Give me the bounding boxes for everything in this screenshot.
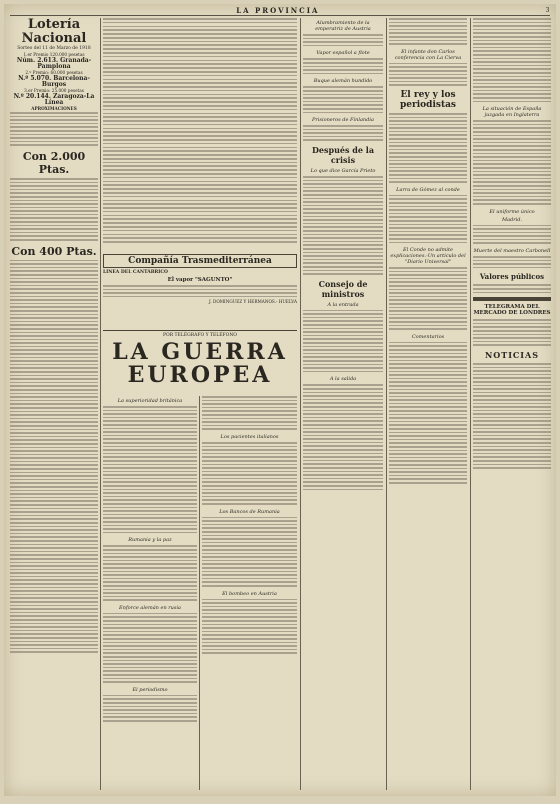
column-rule [199,396,200,790]
shipping-text [103,285,297,297]
column-rule [470,18,471,790]
item-madrid: Madrid. [501,216,523,223]
shipping-company: Compañía Trasmediterránea [103,254,297,268]
item-garcia-prieto: Lo que dice García Prieto [310,168,376,175]
con-2000-heading: Con 2.000 Ptas. [22,149,86,176]
column-war-left [103,396,197,790]
lottery-prize-3-number: N.º 20.144. Zaragoza-La Línea [13,93,95,106]
item-telegrama: TELEGRAMA DEL MERCADO DE LONDRES [473,304,551,317]
aproximaciones-list [10,112,98,146]
item-despues-crisis: Después de la crisis [311,145,374,166]
page-number: 3 [545,7,550,14]
divider [473,297,551,301]
shipping-line: LINEA DEL CANTÁBRICO [103,270,168,275]
item-valores: Valores públicos [479,272,545,282]
column-king [389,18,467,790]
column-rule [300,18,301,790]
con-400-numbers [10,260,98,653]
item-situacion: La situación de España juzgada en Inglaterra [482,106,542,119]
item-noticias: NOTICIAS [484,349,540,360]
aproximaciones-heading: APROXIMACIONES [31,106,77,111]
con-400-heading: Con 400 Ptas. [11,244,97,258]
column-numbers [103,18,297,250]
shipping-ad [103,254,297,326]
con-2000-list [10,178,98,241]
item-salida: A la salida [329,376,357,383]
item-carbonell: Muerte del maestro Carbonell [473,248,551,255]
war-headline-block [103,330,297,393]
lottery-subtitle: Sorteo del 11 de Marzo de 1918 [17,46,91,51]
item-entrada: A la entrada [327,301,359,308]
lottery-prize-1-number: Núm. 2.613. Granada-Pamplona [16,57,92,70]
section-periodismo: El periodismo [132,686,168,693]
number-table-rows [103,18,297,243]
item-rey: El rey y los periodistas [399,89,457,110]
lottery-title: Lotería Nacional [21,18,87,46]
item-consejo: Consejo de ministros [318,278,368,299]
column-lottery [10,18,98,790]
item-buque: Buque alemán hundido [313,78,373,85]
column-news [473,18,551,790]
column-politics [303,18,383,790]
masthead [10,6,550,16]
section-rumania: Rumania y la paz [128,537,172,544]
item-infante: El infante don Carlos conferencia con La Cierva [394,48,462,61]
newspaper-title: LA PROVINCIA [236,6,320,15]
section-bancos: Los Bancos de Rumania [219,508,280,515]
column-rule [386,18,387,790]
lottery-prize-2: 2.º Premio: 60.000 pesetas [25,70,83,75]
war-headline: LA GUERRA EUROPEA [112,339,288,388]
war-wire: POR TELÉGRAFO Y TELÉFONO [163,333,237,338]
item-larra: Larra de Gómez al conde [396,186,460,193]
lottery-prize-2-number: N.º 5.070. Barcelona-Burgos [18,75,90,88]
column-rule [100,18,101,790]
column-war-right [202,396,297,790]
section-bombeo: El bombeo en Austria [222,590,277,597]
item-prisioneros: Prisioneros de Finlandia [312,117,374,124]
section-enforce: Enforce alemán en rusia [118,604,182,611]
shipping-vapor: El vapor "SAGUNTO" [167,277,233,283]
item-conde: El Conde no admite explicaciones.-Un artículo del "Diario Universal" [390,247,466,266]
lottery-prize-3: 3.er Premio: 25.000 pesetas [24,88,84,93]
section-italianos: Los pacientes italianos [220,433,279,440]
item-uniforme: El uniforme único [489,208,535,215]
item-alumbramiento: Alumbramiento de la emperatriz de Austria [315,20,371,32]
section-superioridad: La superioridad británica [117,398,183,404]
item-comentarios: Comentarios [411,333,445,340]
item-vapor: Vapor español a flote [316,50,370,57]
newspaper-page [4,4,556,796]
lottery-prize-1: 1.er Premio 120.000 pesetas [23,52,85,57]
shipping-agents: J. DOMINGUEZ Y HERMANOS.- HUELVA [208,299,297,305]
